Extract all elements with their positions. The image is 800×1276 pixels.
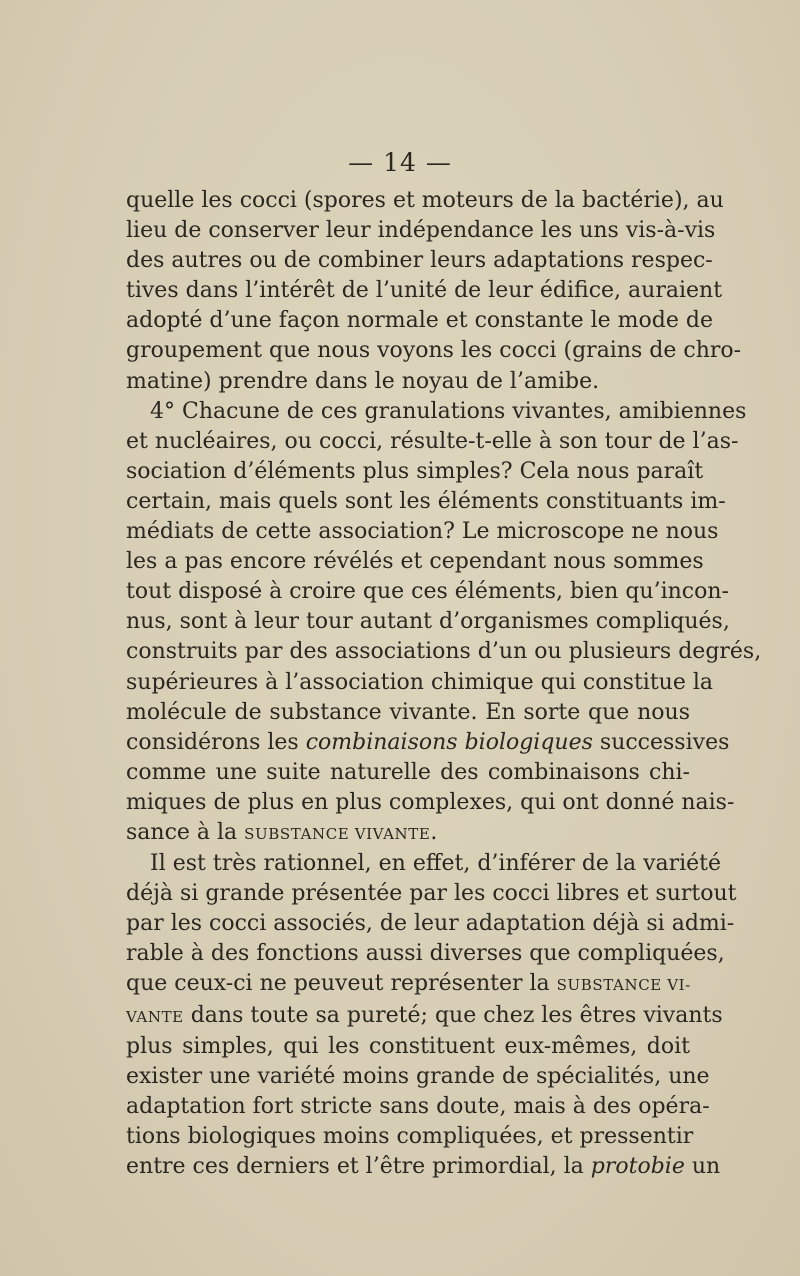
small-caps-text: SUBSTANCE VIVANTE — [244, 824, 431, 843]
text-run: un — [684, 1154, 721, 1179]
text-run: entre ces derniers et l’être primordial, la — [126, 1154, 591, 1179]
text-run: tives dans l’intérêt de l’unité de leur édifice, auraient — [126, 278, 723, 304]
text-run: déjà si grande présentée par les cocci libres et surtout — [126, 881, 737, 907]
text-run: groupement que nous voyons les cocci (grains de chro- — [126, 338, 742, 364]
text-line — [126, 246, 713, 276]
text-line — [126, 186, 724, 216]
text-line — [126, 517, 719, 547]
text-run: des autres ou de combiner leurs adaptations respec- — [126, 248, 713, 274]
text-line — [126, 487, 726, 517]
text-run: nus, sont à leur tour autant d’organismes compliqués, — [126, 609, 730, 635]
text-run: successives — [592, 729, 730, 755]
text-run: construits par des associations d’un ou plusieurs degrés, — [126, 639, 762, 665]
text-line — [126, 1122, 694, 1152]
text-run: lieu de conserver leur indépendance les uns vis-à-vis — [126, 218, 716, 244]
text-run: quelle les cocci (spores et moteurs de la bactérie), au — [126, 188, 724, 213]
text-run: . — [430, 819, 438, 845]
text-line — [126, 367, 690, 397]
text-run: molécule de substance vivante. En sorte que nous — [126, 699, 690, 725]
text-line — [126, 637, 762, 667]
text-line — [126, 306, 713, 336]
text-run: 4° Chacune de ces granulations vivantes, amibiennes — [150, 398, 747, 424]
text-run: adopté d’une façon normale et constante le mode de — [126, 308, 713, 334]
text-run: supérieures à l’association chimique qui constitue la — [126, 669, 714, 695]
text-run: tout disposé à croire que ces éléments, bien qu’incon- — [126, 579, 729, 605]
text-line — [126, 818, 690, 849]
text-run: sance à la — [126, 819, 245, 845]
text-line — [126, 397, 747, 427]
italic-text: protobie — [590, 1154, 685, 1179]
text-run: exister une variété moins grande de spécialités, une — [126, 1063, 710, 1089]
text-run: miques de plus en plus complexes, qui ont donné nais- — [126, 789, 735, 815]
small-caps-text: SUBSTANCE VI- — [556, 976, 691, 995]
text-line — [126, 849, 722, 879]
text-run: que ceux-ci ne peuveut représenter la — [126, 971, 557, 997]
text-line — [126, 427, 739, 457]
text-run: matine) prendre dans le noyau de l’amibe. — [126, 368, 600, 394]
text-line — [126, 216, 716, 246]
text-line — [126, 276, 723, 306]
text-run: médiats de cette association? Le microscope ne nous — [126, 519, 719, 545]
text-line — [126, 607, 730, 637]
text-line — [126, 457, 704, 487]
text-line — [126, 909, 735, 939]
text-line — [126, 758, 690, 788]
text-line — [126, 1032, 690, 1062]
text-run: les a pas encore révélés et cependant nous sommes — [126, 549, 704, 575]
italic-text: combinaisons biologiques — [305, 729, 593, 755]
text-line — [126, 336, 742, 366]
text-run: considérons les — [126, 729, 306, 755]
text-line — [126, 547, 704, 577]
text-line — [126, 577, 729, 607]
text-run: et nucléaires, ou cocci, résulte-t-elle à son tour de l’as- — [126, 428, 739, 454]
text-run: par les cocci associés, de leur adaptation déjà si admi- — [126, 911, 735, 937]
text-run: certain, mais quels sont les éléments constituants im- — [126, 488, 726, 514]
text-line — [126, 668, 714, 698]
text-run: adaptation fort stricte sans doute, mais à des opéra- — [126, 1093, 710, 1119]
text-run: dans toute sa pureté; que chez les êtres vivants — [183, 1002, 723, 1028]
text-run: comme une suite naturelle des combinaisons chi- — [126, 759, 690, 785]
small-caps-text: VANTE — [126, 1007, 184, 1026]
text-line — [126, 728, 730, 758]
text-line — [126, 1062, 710, 1092]
text-run: tions biologiques moins compliquées, et pressentir — [126, 1123, 694, 1149]
text-line — [126, 1092, 710, 1122]
text-run: Il est très rationnel, en effet, d’inférer de la variété — [150, 851, 722, 877]
text-run: sociation d’éléments plus simples? Cela nous paraît — [126, 458, 704, 484]
text-run: plus simples, qui les constituent eux-mêmes, doit — [126, 1033, 690, 1059]
text-line — [126, 788, 735, 818]
text-line — [126, 939, 725, 969]
text-line — [126, 1152, 721, 1182]
text-line — [126, 969, 690, 1000]
text-line — [126, 879, 737, 909]
text-line — [126, 1001, 723, 1032]
page-number: — 14 — — [348, 148, 452, 177]
text-line — [126, 698, 690, 728]
body-text — [126, 186, 762, 1182]
text-run: rable à des fonctions aussi diverses que compliquées, — [126, 941, 725, 967]
